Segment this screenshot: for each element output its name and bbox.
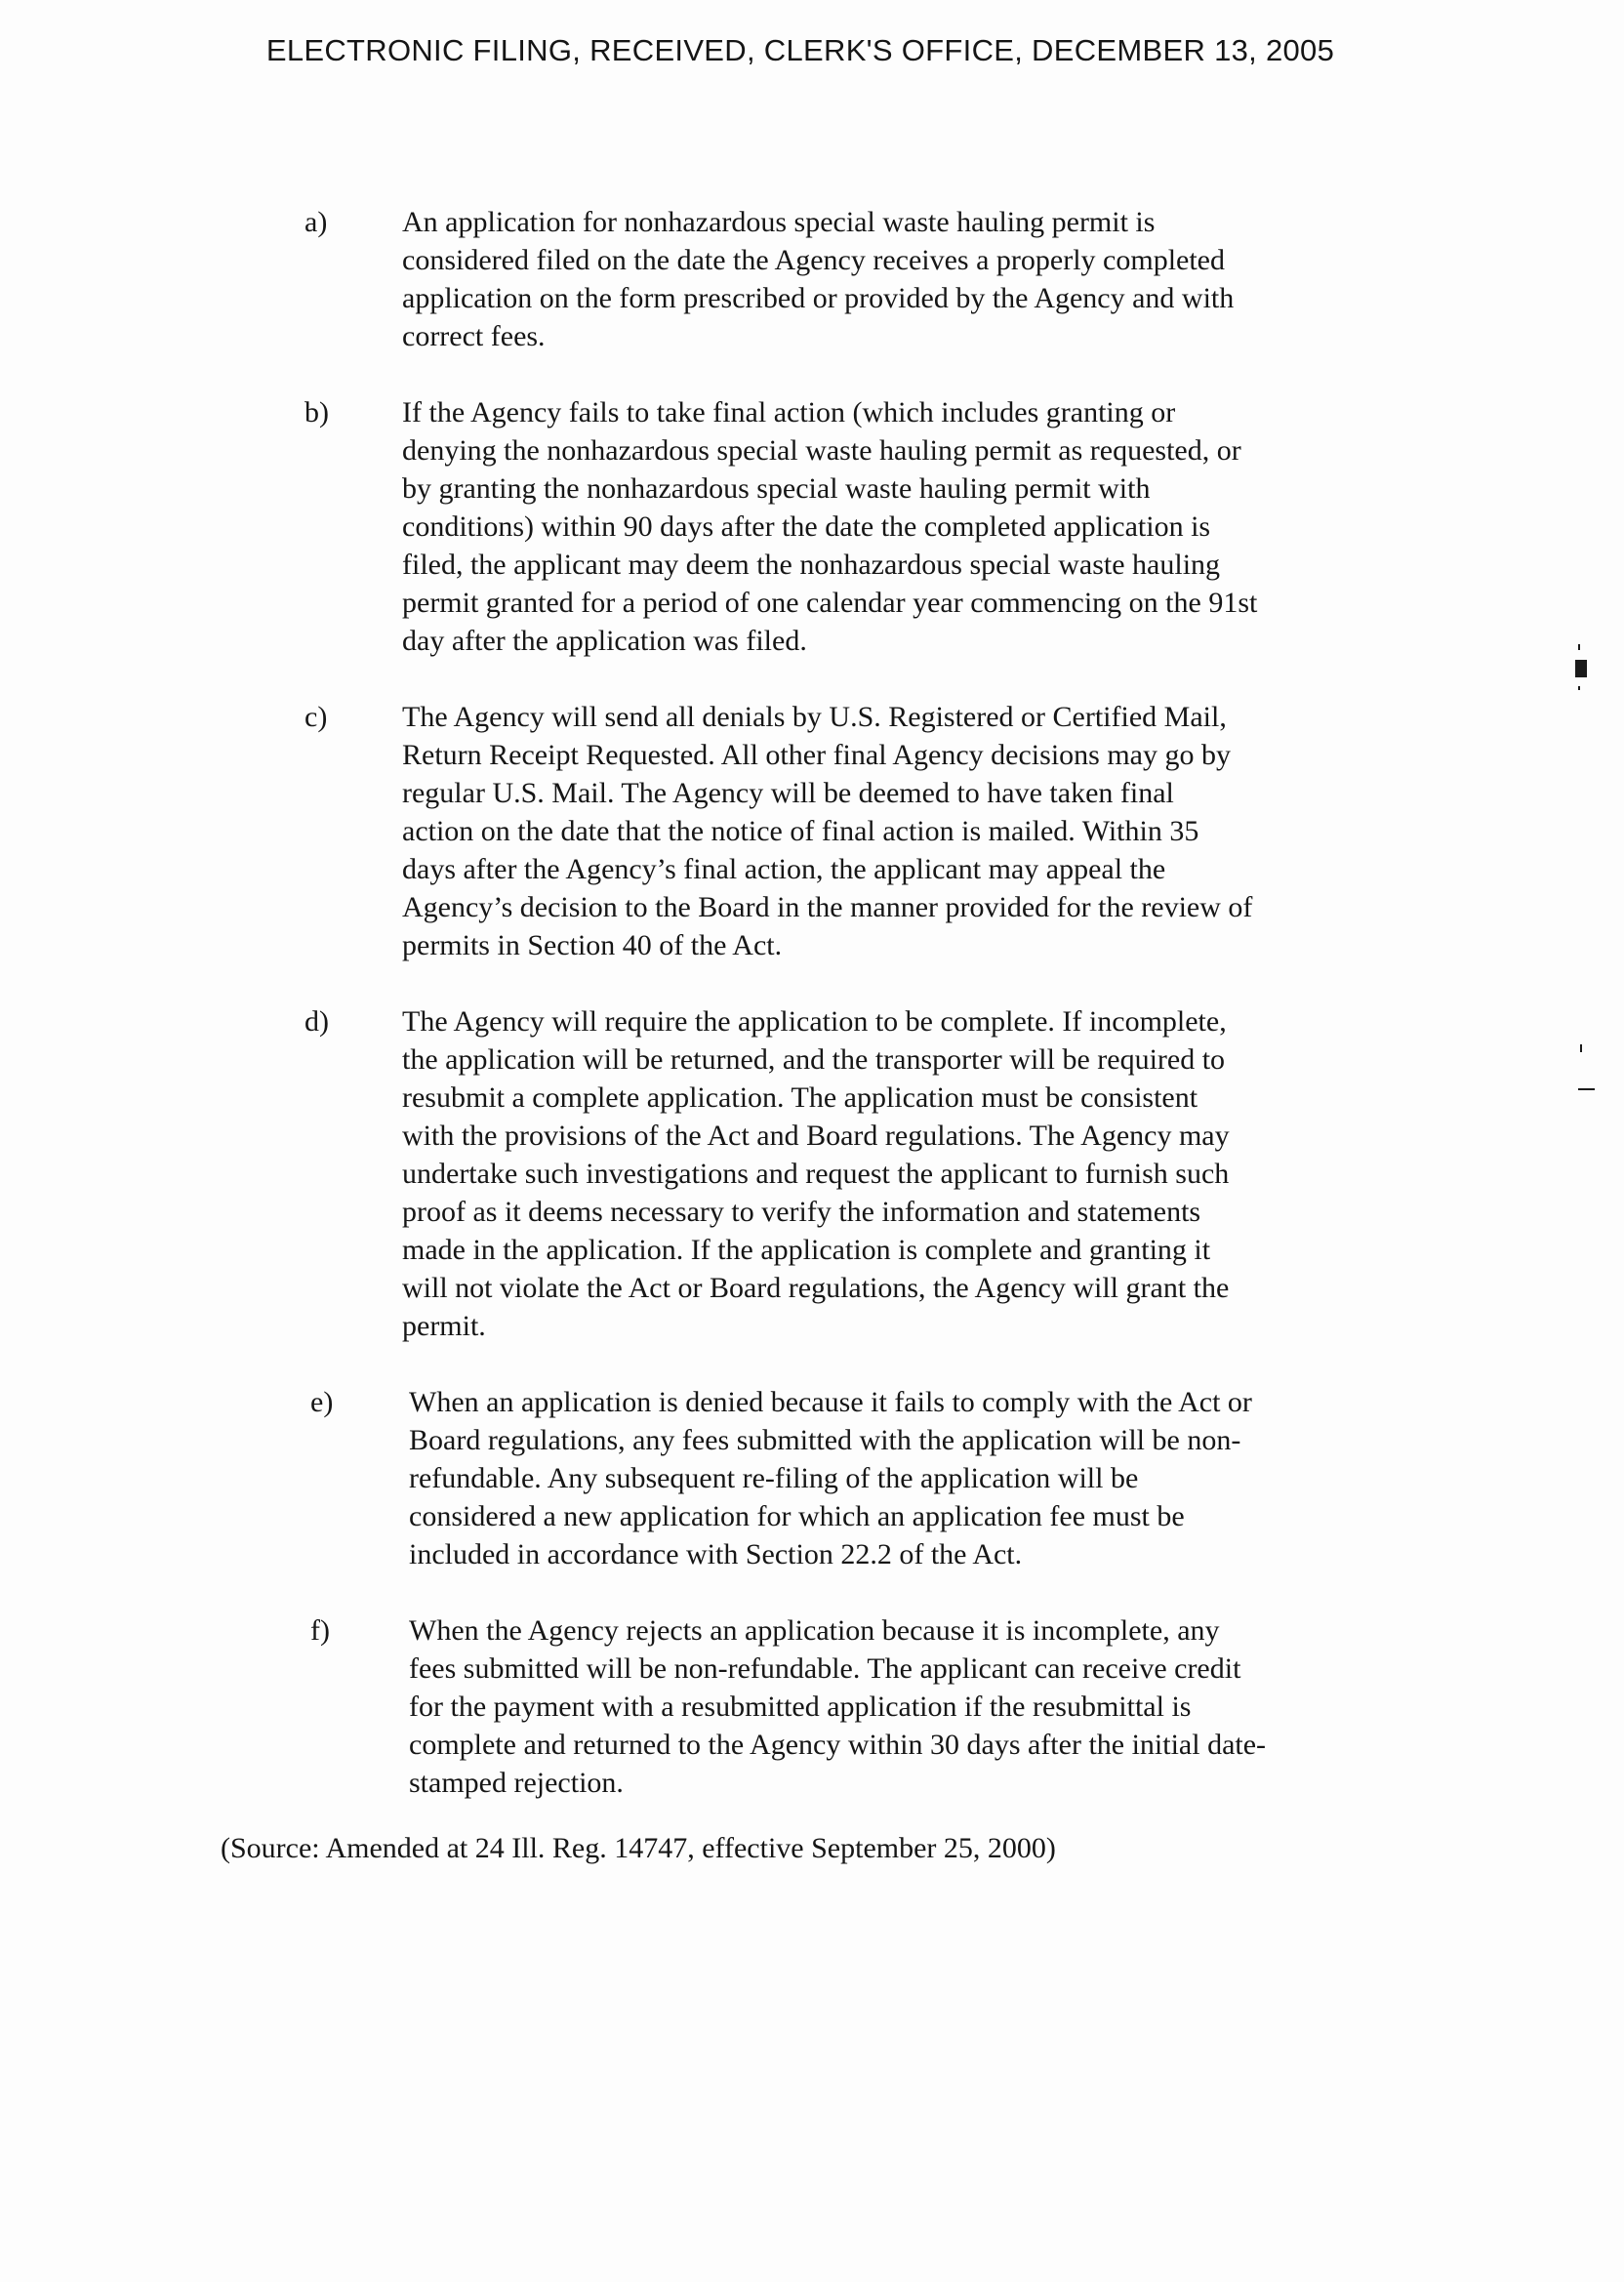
- subsection-text: [409, 1383, 1360, 1573]
- scan-mark: [1575, 660, 1587, 677]
- subsection-f: [0, 1611, 1624, 1802]
- text-line: resubmit a complete application. The application must be consistent: [402, 1081, 1198, 1114]
- text-line: considered a new application for which an application fee must be: [409, 1500, 1185, 1532]
- scan-mark: [1578, 686, 1580, 690]
- text-line: permit granted for a period of one calendar year commencing on the 91st: [402, 587, 1258, 619]
- text-line: will not violate the Act or Board regulations, the Agency will grant the: [402, 1272, 1230, 1304]
- subsection-text: [402, 698, 1354, 964]
- text-line: denying the nonhazardous special waste hauling permit as requested, or: [402, 434, 1241, 467]
- text-line: the application will be returned, and the transporter will be required to: [402, 1043, 1226, 1076]
- text-line: permit.: [402, 1310, 486, 1342]
- text-line: Agency’s decision to the Board in the manner provided for the review of: [402, 891, 1253, 923]
- text-line: days after the Agency’s final action, the applicant may appeal the: [402, 853, 1166, 885]
- subsection-marker: e): [310, 1386, 334, 1418]
- text-line: regular U.S. Mail. The Agency will be deemed to have taken final: [402, 777, 1174, 809]
- text-line: fees submitted will be non-refundable. The applicant can receive credit: [409, 1652, 1241, 1685]
- text-line: When an application is denied because it fails to comply with the Act or: [409, 1386, 1252, 1418]
- subsection-text: [409, 1611, 1360, 1802]
- text-line: Board regulations, any fees submitted with the application will be non-: [409, 1424, 1241, 1456]
- subsection-marker: d): [304, 1005, 329, 1038]
- text-line: by granting the nonhazardous special waste hauling permit with: [402, 472, 1151, 505]
- text-line: action on the date that the notice of final action is mailed. Within 35: [402, 815, 1199, 847]
- subsection-list: [0, 203, 1624, 1840]
- text-line: proof as it deems necessary to verify the information and statements: [402, 1196, 1201, 1228]
- scan-mark: [1580, 1044, 1582, 1052]
- text-line: complete and returned to the Agency within 30 days after the initial date-: [409, 1729, 1267, 1761]
- subsection-text: [402, 393, 1354, 660]
- text-line: An application for nonhazardous special waste hauling permit is: [402, 206, 1156, 238]
- text-line: with the provisions of the Act and Board regulations. The Agency may: [402, 1120, 1230, 1152]
- subsection-marker: c): [304, 701, 328, 733]
- subsection-marker: b): [304, 396, 329, 428]
- text-line: undertake such investigations and request the applicant to furnish such: [402, 1158, 1230, 1190]
- text-line: application on the form prescribed or provided by the Agency and with: [402, 282, 1235, 314]
- filing-header: ELECTRONIC FILING, RECEIVED, CLERK'S OFFICE, DECEMBER 13, 2005: [265, 33, 1335, 67]
- text-line: refundable. Any subsequent re-filing of the application will be: [409, 1462, 1139, 1494]
- text-line: correct fees.: [402, 320, 546, 352]
- source-note: (Source: Amended at 24 Ill. Reg. 14747, effective September 25, 2000): [221, 1832, 1056, 1864]
- scan-mark: [1578, 644, 1580, 650]
- text-line: considered filed on the date the Agency receives a properly completed: [402, 244, 1225, 276]
- text-line: stamped rejection.: [409, 1767, 624, 1799]
- text-line: If the Agency fails to take final action (which includes granting or: [402, 396, 1176, 428]
- subsection-text: [402, 203, 1354, 355]
- text-line: made in the application. If the application is complete and granting it: [402, 1234, 1211, 1266]
- text-line: conditions) within 90 days after the date the completed application is: [402, 510, 1211, 543]
- text-line: included in accordance with Section 22.2 of the Act.: [409, 1538, 1023, 1570]
- text-line: Return Receipt Requested. All other final Agency decisions may go by: [402, 739, 1231, 771]
- subsection-e: [0, 1383, 1624, 1573]
- subsection-text: [402, 1002, 1354, 1345]
- text-line: When the Agency rejects an application because it is incomplete, any: [409, 1614, 1220, 1647]
- subsection-c: [0, 698, 1624, 964]
- subsection-marker: f): [310, 1614, 330, 1647]
- scan-mark: [1578, 1088, 1595, 1090]
- text-line: permits in Section 40 of the Act.: [402, 929, 783, 961]
- text-line: for the payment with a resubmitted application if the resubmittal is: [409, 1691, 1192, 1723]
- text-line: The Agency will send all denials by U.S. Registered or Certified Mail,: [402, 701, 1227, 733]
- subsection-marker: a): [304, 206, 328, 238]
- text-line: The Agency will require the application to be complete. If incomplete,: [402, 1005, 1227, 1038]
- text-line: filed, the applicant may deem the nonhazardous special waste hauling: [402, 549, 1221, 581]
- subsection-d: [0, 1002, 1624, 1345]
- text-line: day after the application was filed.: [402, 625, 807, 657]
- subsection-b: [0, 393, 1624, 660]
- subsection-a: [0, 203, 1624, 355]
